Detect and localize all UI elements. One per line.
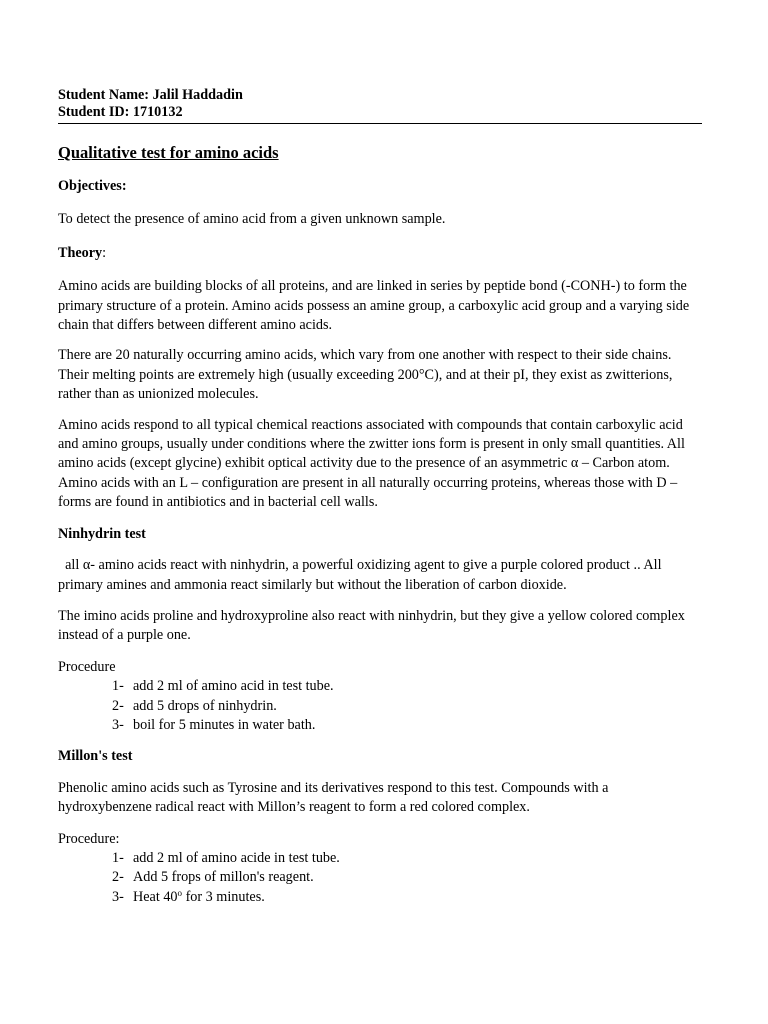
list-item [112, 849, 702, 868]
step-text [133, 888, 265, 907]
step-text-before: Heat 40 [133, 888, 178, 905]
theory-paragraph: There are 20 naturally occurring amino acids, which vary from one another with respect to their side chains. Their melting points are extremely high (usually exceeding 200°C), and at their pI, they exist as zwitterions, rather than as unionized molecules. [58, 347, 673, 403]
list-item [112, 888, 702, 907]
student-id: Student ID: 1710132 [58, 104, 183, 120]
ninhydrin-procedure-list [58, 677, 702, 735]
theory-heading-colon: : [102, 244, 107, 261]
millon-procedure-label: Procedure: [58, 830, 120, 847]
step-text-after: for 3 minutes. [182, 888, 265, 905]
theory-heading-label: Theory [58, 244, 103, 261]
step-number: 2- [112, 869, 124, 886]
student-name: Student Name: Jalil Haddadin [58, 87, 243, 103]
theory-paragraph: Amino acids respond to all typical chemical reactions associated with compounds that contain carboxylic acid and amino groups, usually under conditions where the zwitter ions form is present in only small quantities. All amino acids (except glycine) exhibit optical activity due to the presence of an asymmetric α – Carbon atom. Amino acids with an L – configuration are present in all naturally occurring proteins, whereas those with D – forms are found in antibiotics and in bacterial cell walls. [58, 416, 685, 511]
millon-procedure-list [58, 849, 702, 907]
step-text: add 2 ml of amino acid in test tube. [133, 678, 334, 695]
list-item [112, 716, 702, 735]
list-item [112, 677, 702, 696]
step-text: Add 5 frops of millon's reagent. [133, 869, 314, 886]
millon-paragraph: Phenolic amino acids such as Tyrosine and its derivatives respond to this test. Compounds with a hydroxybenzene radical react with Millon’s reagent to form a red colored complex. [58, 779, 609, 816]
document-page [58, 87, 702, 907]
list-item [112, 868, 702, 887]
step-number: 1- [112, 678, 124, 695]
step-text: boil for 5 minutes in water bath. [133, 716, 316, 733]
step-number: 2- [112, 697, 124, 714]
ninhydrin-paragraph: all α- amino acids react with ninhydrin, a powerful oxidizing agent to give a purple colored product .. All primary amines and ammonia react similarly but without the liberation of carbon dioxide. [58, 557, 666, 593]
ninhydrin-heading: Ninhydrin test [58, 525, 146, 542]
millon-heading: Millon's test [58, 748, 133, 765]
step-text: add 5 drops of ninhydrin. [133, 697, 277, 714]
header-divider [58, 123, 702, 124]
theory-paragraph: Amino acids are building blocks of all proteins, and are linked in series by peptide bond (-CONH-) to form the primary structure of a protein. Amino acids possess an amine group, a carboxylic acid group and a varying side chain that differs between different amino acids. [58, 278, 690, 334]
ninhydrin-procedure-label: Procedure [58, 658, 116, 675]
step-number: 3- [112, 888, 124, 905]
list-item [112, 697, 702, 716]
objectives-text: To detect the presence of amino acid from a given unknown sample. [58, 211, 446, 228]
step-number: 3- [112, 716, 124, 733]
ninhydrin-paragraph: The imino acids proline and hydroxyproline also react with ninhydrin, but they give a yellow colored complex instead of a purple one. [58, 607, 685, 644]
degree-superscript: o [177, 887, 183, 898]
step-number: 1- [112, 849, 124, 866]
step-text: add 2 ml of amino acide in test tube. [133, 849, 340, 866]
theory-heading [58, 244, 702, 263]
document-title: Qualitative test for amino acids [58, 143, 279, 162]
objectives-heading: Objectives: [58, 178, 127, 194]
